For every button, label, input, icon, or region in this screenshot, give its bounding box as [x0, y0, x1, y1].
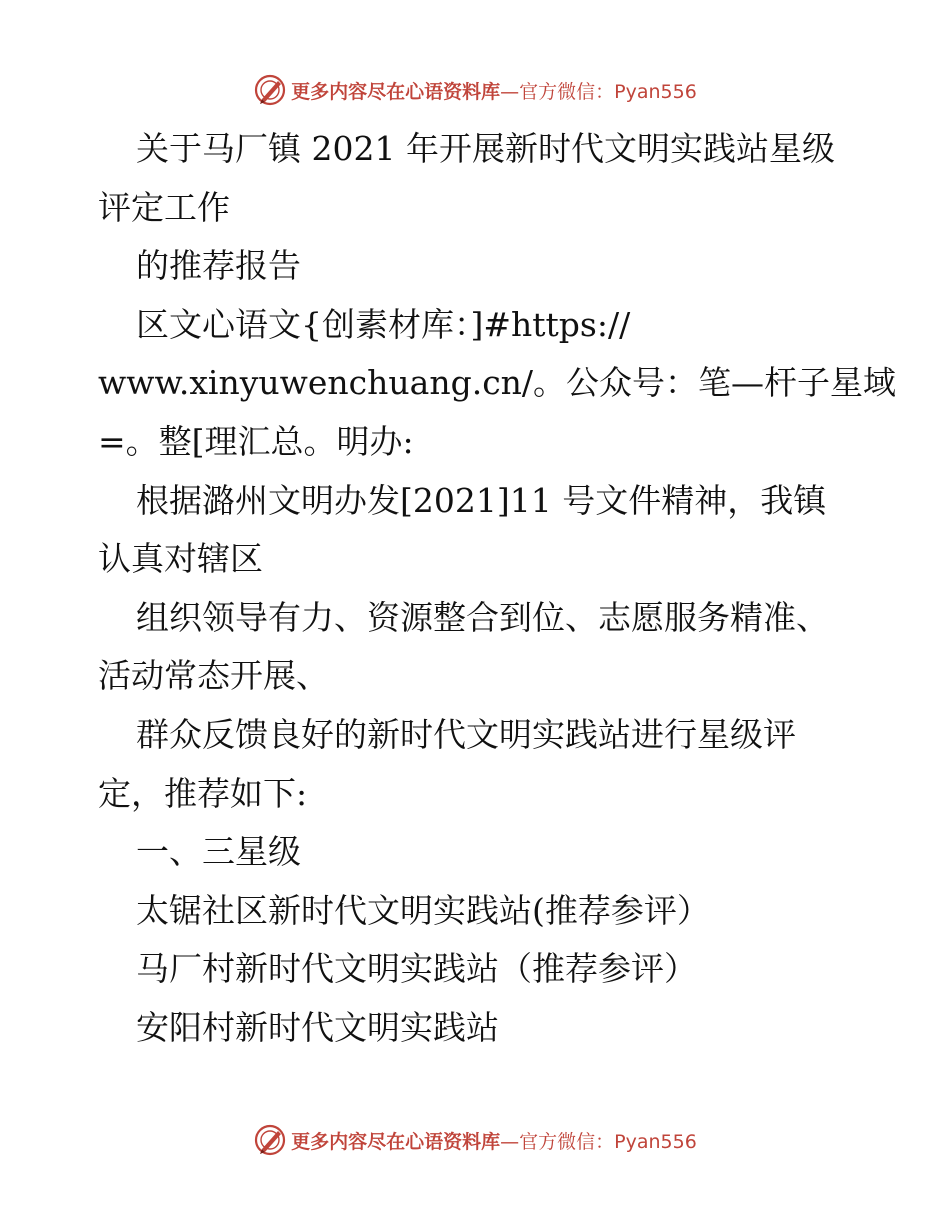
document-line: 群众反馈良好的新时代文明实践站进行星级评	[136, 714, 796, 754]
banner-slogan: 更多内容尽在心语资料库	[291, 1130, 501, 1153]
banner-separator: —	[500, 80, 520, 103]
document-line: 活动常态开展、	[98, 656, 329, 696]
document-line: 区文心语文{创素材库：]#https://	[136, 304, 631, 344]
pen-seal-logo-icon	[253, 1123, 287, 1157]
document-line: 认真对辖区	[98, 539, 263, 579]
document-line: 太锯社区新时代文明实践站(推荐参评）	[136, 890, 710, 930]
document-line: 定，推荐如下:	[98, 773, 308, 813]
document-line: 关于马厂镇 2021 年开展新时代文明实践站星级	[136, 129, 835, 168]
document-line: 一、三星级	[136, 832, 301, 872]
banner-text	[291, 1127, 697, 1154]
document-line: 根据潞州文明办发[2021]11 号文件精神，我镇	[136, 480, 827, 520]
banner-slogan: 更多内容尽在心语资料库	[291, 80, 501, 103]
document-line: 组织领导有力、资源整合到位、志愿服务精准、	[136, 597, 829, 637]
banner-contact: 官方微信：Pyan556	[519, 1130, 697, 1153]
document-line: 的推荐报告	[136, 246, 301, 286]
document-line: 安阳村新时代文明实践站	[136, 1007, 499, 1047]
footer-banner	[0, 1120, 950, 1160]
banner-contact: 官方微信：Pyan556	[519, 80, 697, 103]
banner-separator: —	[500, 1130, 520, 1153]
document-body	[98, 120, 897, 1058]
document-line: =。整[理汇总。明办:	[98, 421, 414, 461]
document-line: www.xinyuwenchuang.cn/。公众号：笔—杆子星域	[98, 363, 897, 403]
banner-text	[291, 77, 697, 104]
document-line: 评定工作	[98, 187, 230, 227]
header-banner	[0, 70, 950, 110]
document-line: 马厂村新时代文明实践站（推荐参评）	[136, 949, 697, 989]
pen-seal-logo-icon	[253, 73, 287, 107]
